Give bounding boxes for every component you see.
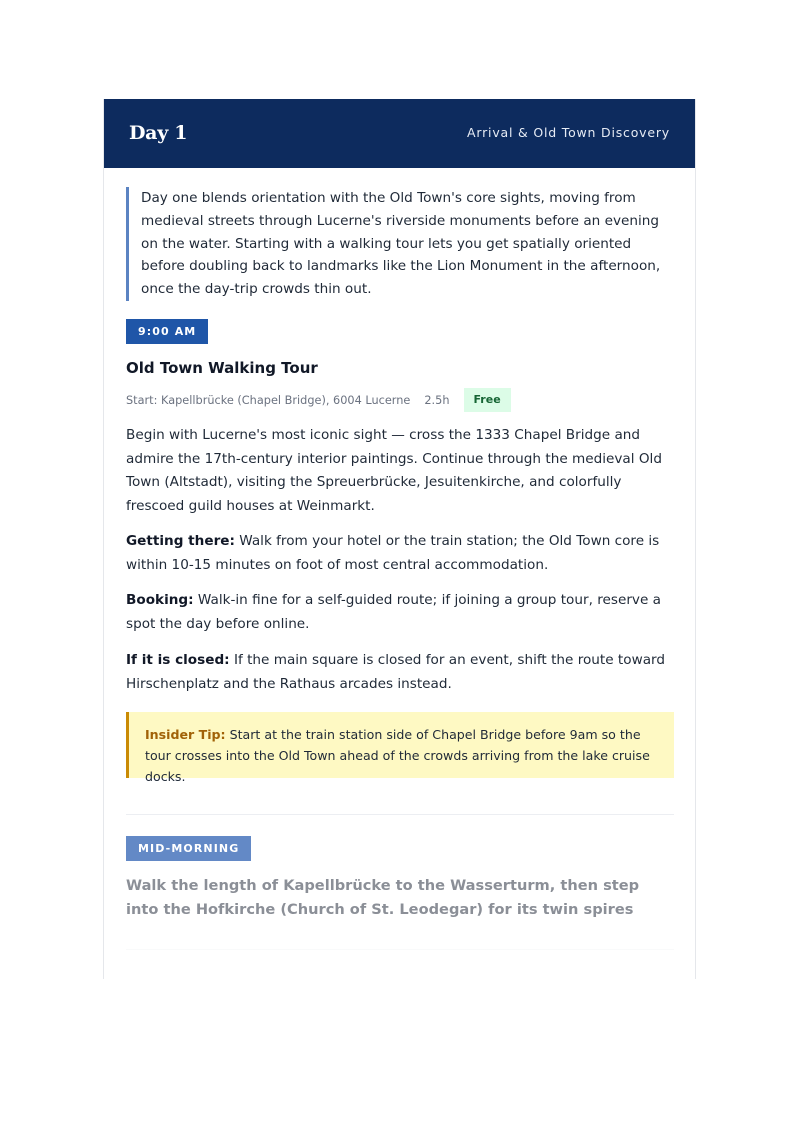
time-badge: 9:00 AM (126, 319, 208, 344)
booking-detail (126, 589, 678, 636)
card-fade (104, 919, 695, 979)
insider-tip (126, 712, 674, 784)
getting-there-detail (126, 530, 678, 577)
closed-label: If it is closed: (126, 652, 230, 668)
getting-there-label: Getting there: (126, 533, 235, 549)
booking-label: Booking: (126, 592, 194, 608)
getting-there-text: Walk from your hotel or the train station; the Old Town core is within 10-15 minutes on foot of most central accommodation. (126, 533, 660, 573)
day-card (103, 99, 696, 979)
tip-label: Insider Tip: (145, 727, 226, 742)
activity-start-location: Start: Kapellbrücke (Chapel Bridge), 6004 Lucerne (126, 393, 411, 407)
activity-duration: 2.5h (424, 393, 450, 407)
day-subtitle: Arrival & Old Town Discovery (467, 125, 670, 140)
closed-text: If the main square is closed for an event, shift the route toward Hirschenplatz and the Rathaus arcades instead. (126, 652, 666, 692)
booking-text: Walk-in fine for a self-guided route; if joining a group tour, reserve a spot the day before online. (126, 592, 661, 632)
tip-text: Start at the train station side of Chapel Bridge before 9am so the tour crosses into the Old Town ahead of the crowds arriving from the lake cruise docks. (145, 727, 650, 784)
price-badge: Free (464, 388, 511, 412)
activity-description: Begin with Lucerne's most iconic sight — cross the 1333 Chapel Bridge and admire the 17th-century interior paintings. Continue through the medieval Old Town (Altstadt), visiting the Spreuerbrücke, Jesuitenkirche, and colorfully frescoed guild houses at Weinmarkt. (126, 427, 662, 514)
day-intro: Day one blends orientation with the Old Town's core sights, moving from medieval streets through Lucerne's riverside monuments before an evening on the water. Starting with a walking tour lets you get spatially oriented before doubling back to landmarks like the Lion Monument in the afternoon, once the day-trip crowds thin out. (126, 187, 678, 301)
section-divider (126, 814, 674, 815)
day-header (103, 99, 696, 168)
activity-meta (126, 388, 511, 412)
next-activity-title: Walk the length of Kapellbrücke to the Wasserturm, then step into the Hofkirche (Church of St. Leodegar) for its twin spires (126, 877, 640, 918)
day-title: Day 1 (129, 122, 188, 144)
activity-title: Old Town Walking Tour (126, 359, 318, 377)
closed-detail (126, 649, 678, 696)
time-badge-next: MID-MORNING (126, 836, 251, 861)
